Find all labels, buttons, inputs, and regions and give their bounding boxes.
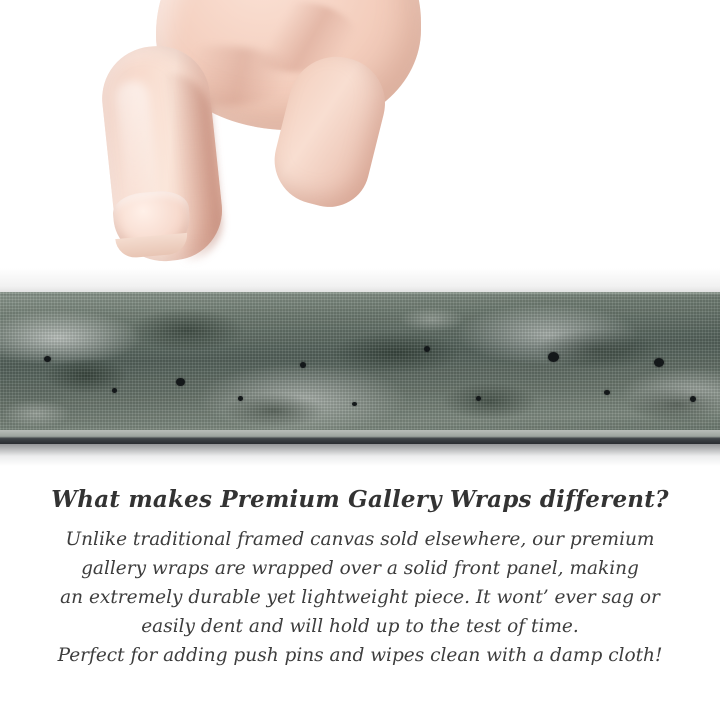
caption-line: Perfect for adding push pins and wipes clean with a damp cloth!	[57, 645, 663, 666]
canvas-speck	[476, 396, 481, 401]
canvas-speck	[352, 402, 357, 406]
canvas-speck	[300, 362, 306, 368]
canvas-speck	[424, 346, 430, 352]
caption-line: an extremely durable yet lightweight piece. It wont’ ever sag or	[60, 587, 660, 608]
caption-block	[0, 486, 720, 670]
caption-line: gallery wraps are wrapped over a solid front panel, making	[81, 558, 639, 579]
caption-line: easily dent and will hold up to the test of time.	[141, 616, 579, 637]
canvas-speck	[690, 396, 696, 402]
canvas-drop-shadow	[0, 444, 720, 466]
canvas-speck	[44, 356, 51, 362]
top-white-area	[0, 0, 720, 294]
canvas-speck	[548, 352, 559, 362]
canvas-speck	[176, 378, 185, 386]
canvas-speck	[112, 388, 117, 393]
hand-photo	[86, 0, 416, 294]
canvas-wrap-edge	[0, 292, 720, 444]
canvas-bottom-edge	[0, 430, 720, 444]
caption-heading: What makes Premium Gallery Wraps different?	[51, 486, 669, 513]
caption-line: Unlike traditional framed canvas sold elsewhere, our premium	[65, 529, 655, 550]
canvas-speck	[654, 358, 664, 367]
contact-shadow	[0, 268, 720, 294]
canvas-speck	[238, 396, 243, 401]
canvas-speck	[604, 390, 610, 395]
canvas-weave-texture	[0, 292, 720, 444]
